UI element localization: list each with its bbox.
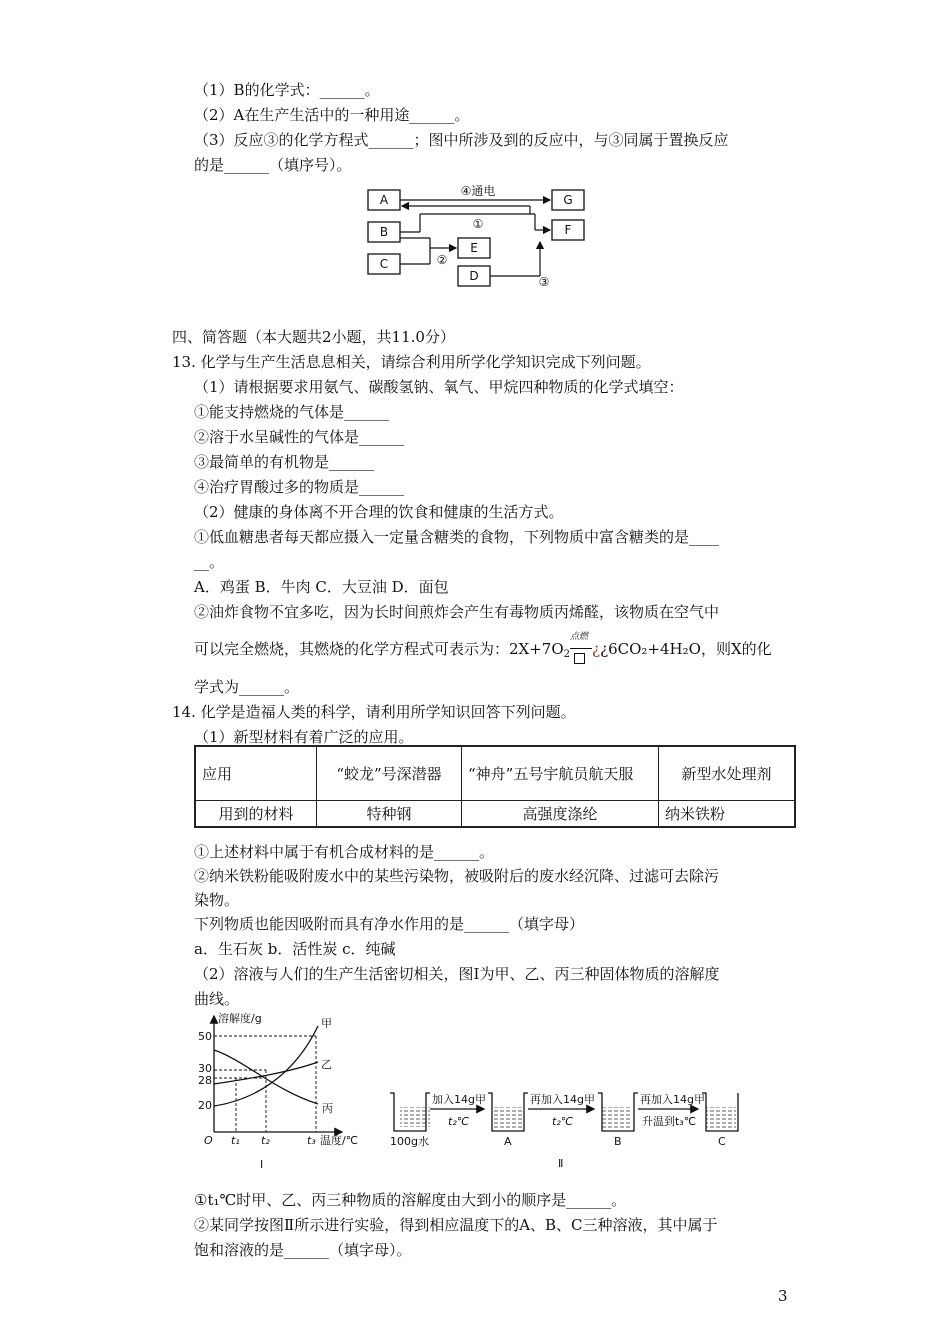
- q13-equation-line: [194, 632, 772, 665]
- beaker-process-figure: [380, 1085, 740, 1175]
- fig2-caption: Ⅱ: [558, 1157, 564, 1170]
- beaker-c: [702, 1093, 738, 1131]
- box-g-label: G: [563, 193, 573, 207]
- table-cell: “神舟”五号宇航员航天服: [462, 746, 659, 800]
- step1-label: 加入14g甲: [432, 1093, 486, 1106]
- reaction-2-label: ②: [436, 253, 448, 267]
- q14-part1: （1）新型材料有着广泛的应用。: [194, 728, 414, 746]
- q14-part2b: 曲线。: [194, 990, 240, 1008]
- q13-j2c: 学式为______。: [194, 678, 300, 696]
- beaker-a-label: A: [504, 1135, 512, 1148]
- q13-j1a: ①低血糖患者每天都应摄入一定量含糖类的食物，下列物质中富含糖类的是____: [194, 528, 720, 546]
- step2-temp: t₂℃: [552, 1115, 574, 1128]
- box-a-label: A: [379, 193, 389, 207]
- q14-m2b: 饱和溶液的是______（填字母）。: [194, 1241, 412, 1259]
- q14-k4: a．生石灰 b．活性炭 c．纯碱: [194, 940, 396, 958]
- table-cell: 应用: [195, 746, 317, 800]
- table-cell: 特种钢: [317, 800, 462, 827]
- page-number: 3: [778, 1287, 788, 1305]
- series-label-yi: 乙: [321, 1058, 332, 1071]
- q14-k1: ①上述材料中属于有机合成材料的是______。: [194, 843, 495, 861]
- step1-temp: t₂℃: [448, 1115, 470, 1128]
- q13-item3: ③最简单的有机物是______: [194, 453, 375, 471]
- fig1-xtick-t1: t₁: [231, 1134, 240, 1147]
- table-cell: 高强度涤纶: [462, 800, 659, 827]
- q13-item1: ①能支持燃烧的气体是______: [194, 403, 390, 421]
- start-label: 100g水: [390, 1135, 429, 1148]
- q14-part2a: （2）溶液与人们的生产生活密切相关，图Ⅰ为甲、乙、丙三种固体物质的溶解度: [194, 965, 720, 983]
- box-d-label: D: [469, 269, 479, 283]
- q13-j2a: ②油炸食物不宜多吃，因为长时间煎炸会产生有毒物质丙烯醛，该物质在空气中: [194, 603, 720, 621]
- reaction-4-label: ④通电: [460, 184, 496, 198]
- q13-item4: ④治疗胃酸过多的物质是______: [194, 478, 405, 496]
- box-e-label: E: [470, 241, 478, 255]
- table-cell: “蛟龙”号深潜器: [317, 746, 462, 800]
- section-4-heading: 四、简答题（本大题共2小题，共11.0分）: [172, 328, 455, 346]
- q13-equation-post: ¿6CO₂+4H₂O，则X的化: [600, 640, 772, 658]
- q13-reaction-condition: [570, 632, 592, 659]
- fig1-xlabel: 温度/℃: [320, 1134, 359, 1147]
- series-label-bing: 丙: [322, 1102, 333, 1115]
- step3-label: 再加入14g甲: [640, 1093, 705, 1106]
- q14-m2a: ②某同学按图Ⅱ所示进行实验，得到相应温度下的A、B、C三种溶液，其中属于: [194, 1216, 718, 1234]
- fig1-xtick-t3: t₃: [307, 1134, 316, 1147]
- reaction-3-label: ③: [538, 275, 550, 289]
- q13-part1: （1）请根据要求用氨气、碳酸氢钠、氧气、甲烷四种物质的化学式填空：: [194, 378, 684, 396]
- q12-part3b: 的是______（填序号）。: [194, 156, 352, 174]
- fig1-caption: Ⅰ: [260, 1158, 264, 1171]
- q13-garble-char: ¿: [592, 640, 601, 658]
- q13-equation-pre: 可以完全燃烧，其燃烧的化学方程式可表示为：2X+7O: [194, 640, 564, 658]
- fig1-xtick-t2: t₂: [261, 1134, 270, 1147]
- beaker-b-label: B: [614, 1135, 622, 1148]
- fig1-ytick-28: 28: [198, 1074, 212, 1087]
- fig1-ytick-20: 20: [198, 1099, 212, 1112]
- q13-j1b: __。: [194, 553, 225, 571]
- q12-part2: （2）A在生产生活中的一种用途______。: [194, 106, 470, 124]
- beaker-a: [488, 1093, 528, 1131]
- beaker-start: [390, 1093, 430, 1131]
- q13-condition-box: [574, 653, 585, 664]
- q13-item2: ②溶于水呈碱性的气体是______: [194, 428, 405, 446]
- q14-k2a: ②纳米铁粉能吸附废水中的某些污染物，被吸附后的废水经沉降、过滤可去除污: [194, 867, 720, 885]
- fig1-ytick-50: 50: [198, 1030, 212, 1043]
- q14-k3: 下列物质也能因吸附而具有净水作用的是______（填字母）: [194, 915, 585, 933]
- fig1-ylabel: 溶解度/g: [218, 1012, 262, 1025]
- materials-table: [194, 745, 796, 828]
- q13-stem: 13. 化学与生产生活息息相关，请综合利用所学化学知识完成下列问题。: [172, 353, 651, 371]
- box-b-label: B: [379, 225, 389, 239]
- beaker-c-label: C: [718, 1135, 726, 1148]
- step3-temp: 升温到t₃℃: [642, 1115, 697, 1128]
- q12-part1: （1）B的化学式：______。: [194, 81, 380, 99]
- box-f-label: F: [564, 223, 572, 237]
- beaker-b: [598, 1093, 638, 1131]
- box-c-label: C: [379, 257, 389, 271]
- reaction-1-label: ①: [472, 217, 484, 231]
- q12-part3a: （3）反应③的化学方程式______；图中所涉及到的反应中，与③同属于置换反应: [194, 131, 729, 149]
- table-row: [195, 746, 795, 800]
- solubility-curve-figure: [194, 1010, 374, 1178]
- table-cell: 用到的材料: [195, 800, 317, 827]
- q14-k2b: 染物。: [194, 891, 240, 909]
- q13-condition-line: [570, 648, 592, 649]
- curve-jia: [214, 1026, 318, 1106]
- series-label-jia: 甲: [321, 1017, 332, 1030]
- q13-part2: （2）健康的身体离不开合理的饮食和健康的生活方式。: [194, 503, 564, 521]
- table-cell: 纳米铁粉: [659, 800, 796, 827]
- table-row: [195, 800, 795, 827]
- q13-condition-text: 点燃: [570, 632, 589, 642]
- step2-label: 再加入14g甲: [530, 1093, 595, 1106]
- q13-options: A．鸡蛋 B．牛肉 C．大豆油 D．面包: [194, 578, 449, 596]
- fig1-origin: O: [204, 1134, 213, 1147]
- fig1-ytick-30: 30: [198, 1062, 212, 1075]
- q13-o2-subscript: 2: [563, 649, 571, 660]
- q14-stem: 14. 化学是造福人类的科学，请利用所学知识回答下列问题。: [172, 703, 576, 721]
- q14-m1: ①t₁℃时甲、乙、丙三种物质的溶解度由大到小的顺序是______。: [194, 1191, 627, 1209]
- reaction-flow-diagram: [360, 180, 600, 290]
- table-cell: 新型水处理剂: [659, 746, 796, 800]
